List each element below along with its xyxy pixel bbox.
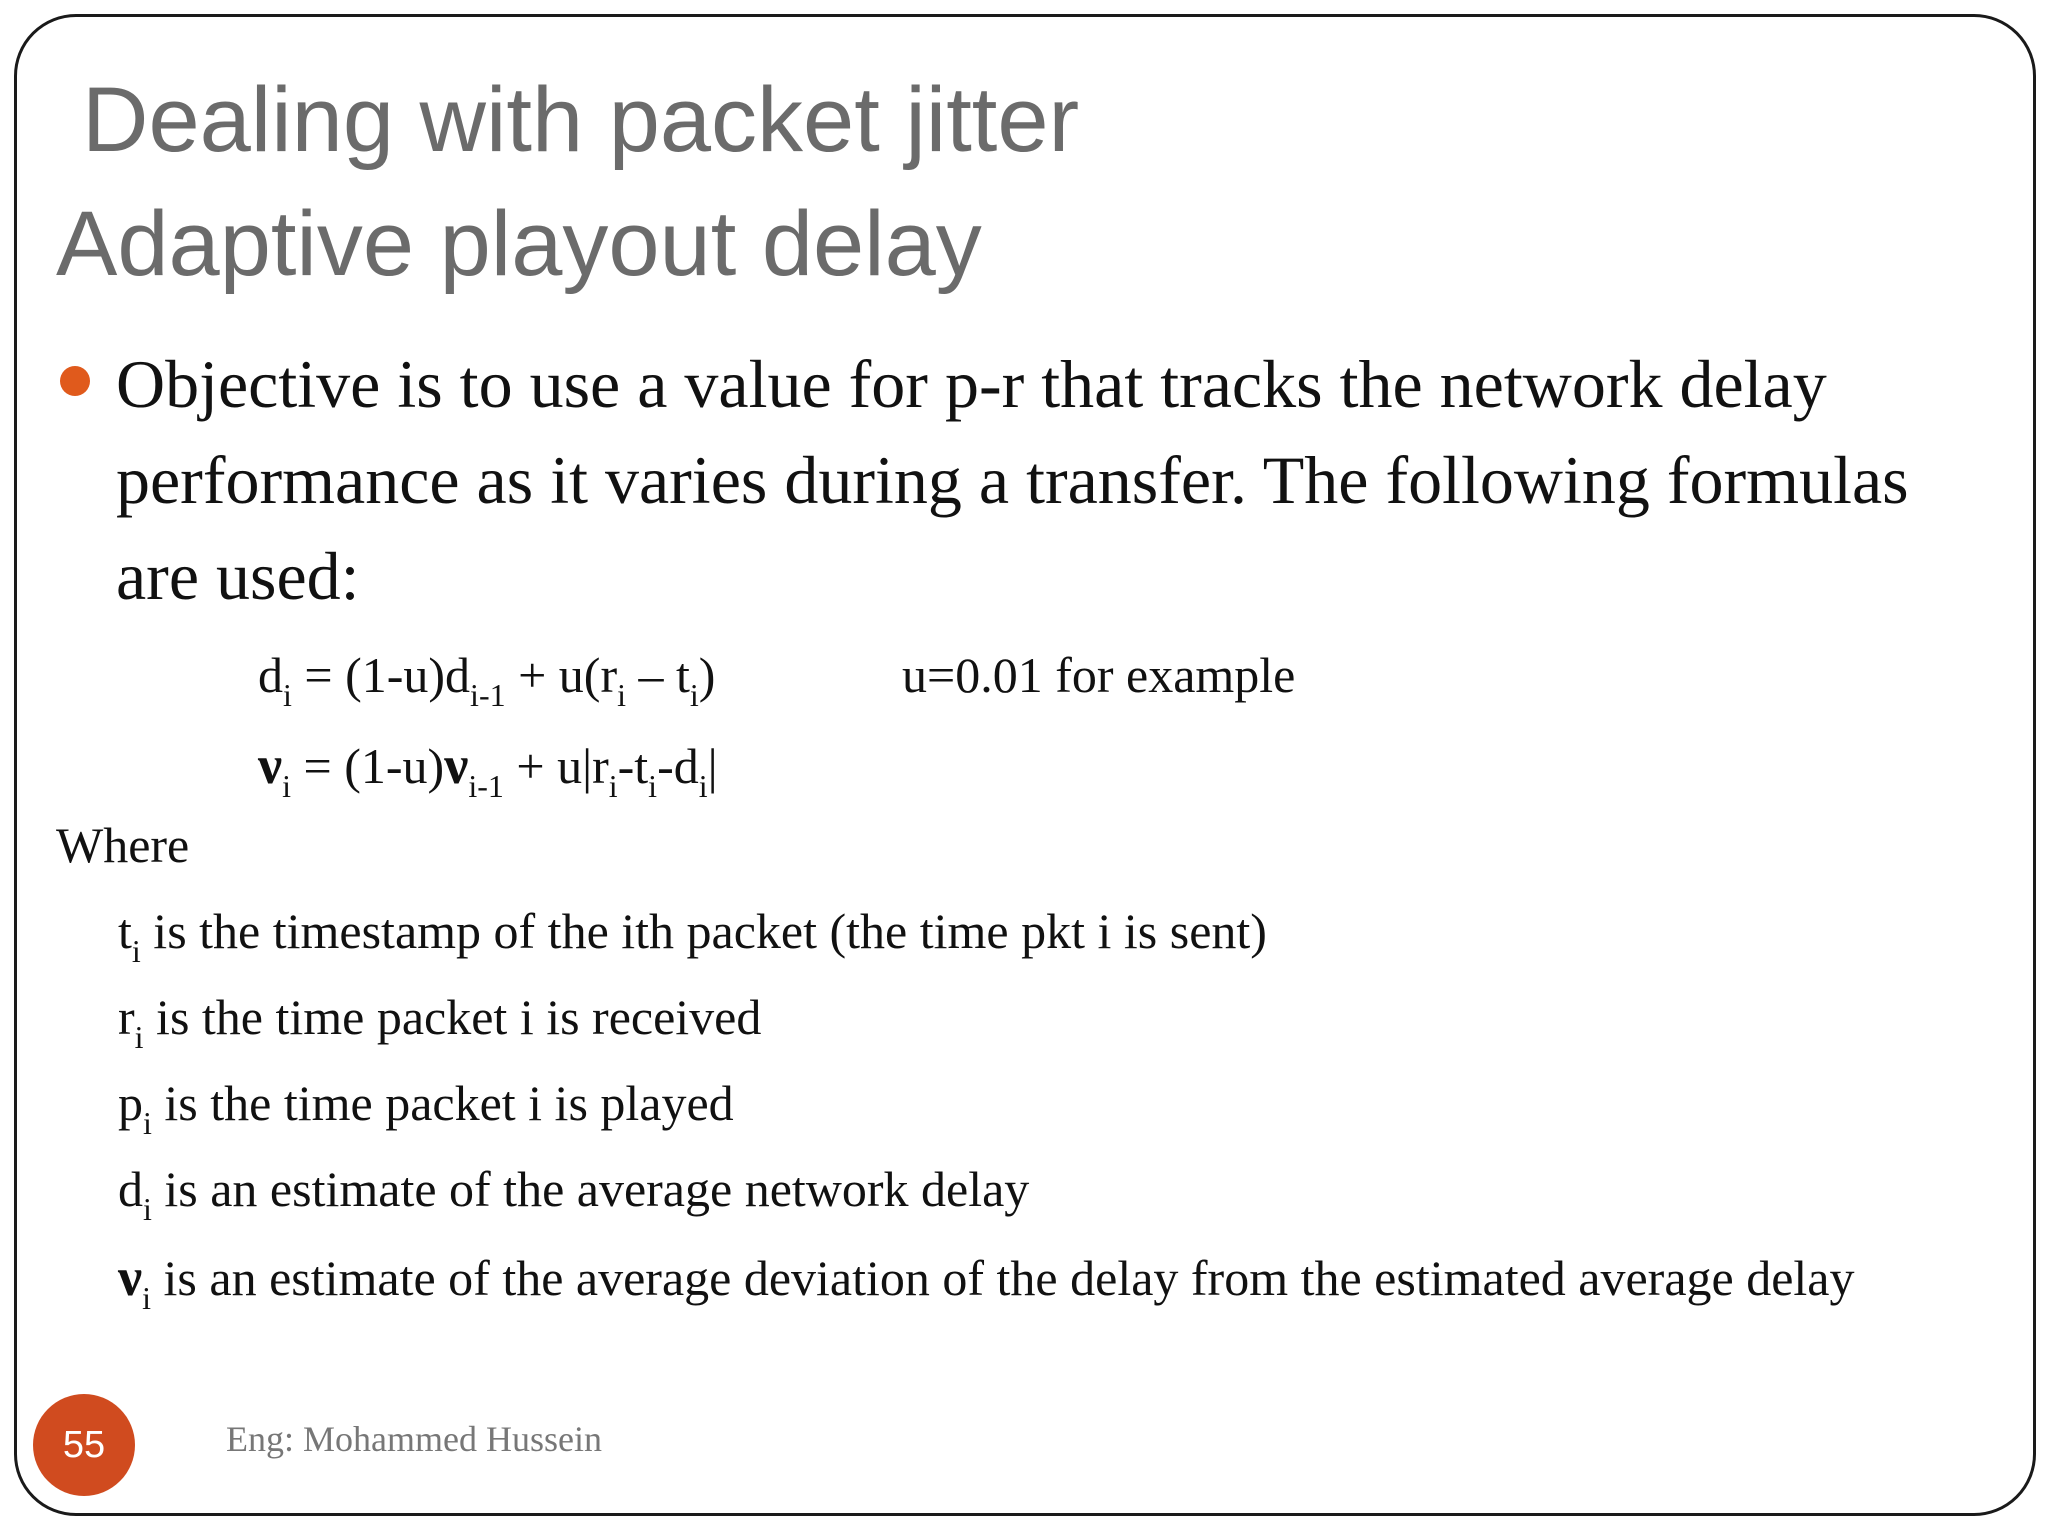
definition-item: $\nu_i$ is an estimate of the average deviation of the delay from the estimated average delay xyxy=(118,1247,1855,1316)
footer-author: Eng: Mohammed Hussein xyxy=(226,1419,602,1459)
where-label: Where xyxy=(56,817,190,873)
slide-title: Dealing with packet jitter xyxy=(82,69,1080,171)
formula-note: u=0.01 for example xyxy=(902,647,1296,703)
slide-subtitle: Adaptive playout delay xyxy=(56,193,982,295)
bullet-text: Objective is to use a value for p-r that tracks the network delay performance as it varies during a transfer. The following formulas are used: xyxy=(116,346,1909,614)
definition-item: $t_i$ is the timestamp of the ith packet (the time pkt i is sent) xyxy=(118,903,1267,969)
formula-delay-estimate: $d_i = (1-u)d_{i-1} + u(r_i - t_i)$ xyxy=(258,647,716,713)
definition-item: $p_i$ is the time packet i is played xyxy=(118,1075,734,1141)
bullet-dot-icon xyxy=(60,366,90,396)
page-number-badge: 55 xyxy=(33,1394,135,1496)
formula-deviation-estimate: $\nu_i = (1-u)\nu_{i-1} + u|r_i-t_i-d_i|$ xyxy=(258,735,718,804)
definition-item: $r_i$ is the time packet i is received xyxy=(118,989,762,1055)
definition-item: $d_i$ is an estimate of the average network delay xyxy=(118,1161,1030,1227)
